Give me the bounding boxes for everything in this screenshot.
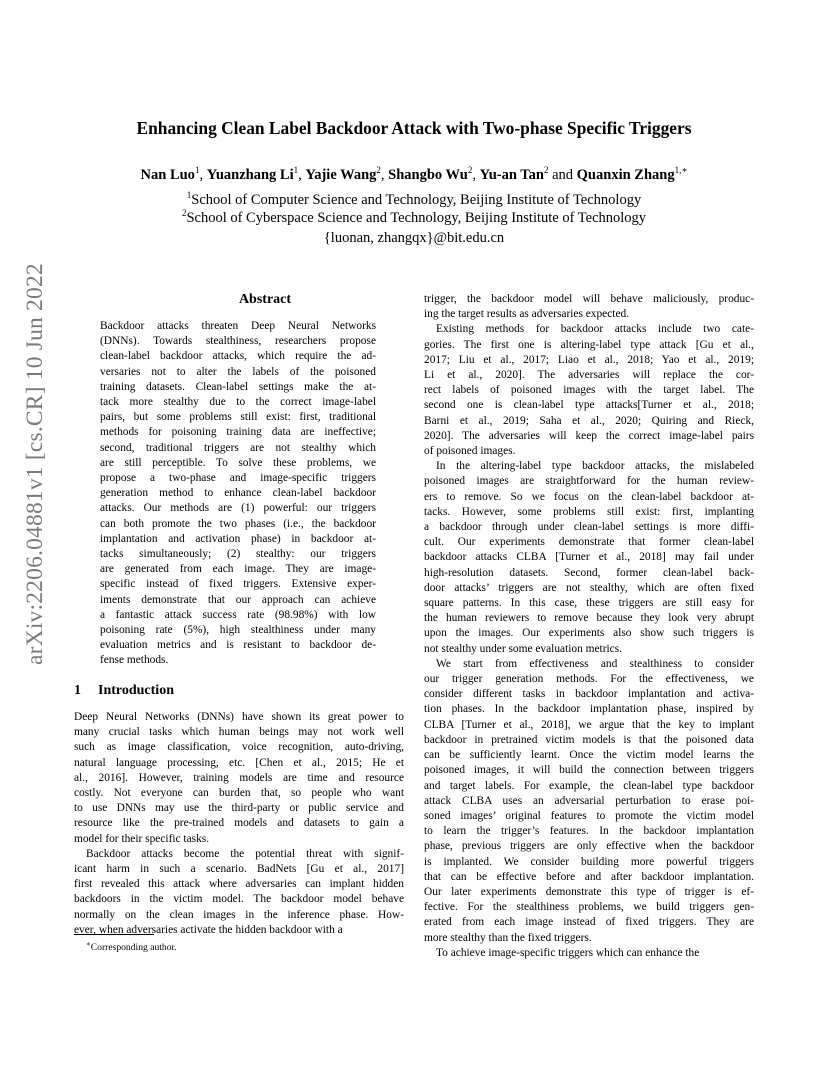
author-affiliation-mark: 1 xyxy=(293,165,299,175)
footnote-text: Corresponding author. xyxy=(90,942,177,954)
text-line: clean-label backdoor attacks, which require the ad- xyxy=(100,350,376,363)
text-line: our trigger generation methods. For the effectiveness, we xyxy=(424,673,754,686)
text-line: attacks. Our methods are (1) powerful: our triggers xyxy=(100,502,376,515)
text-line: the human reviewers to remove because they look very abrupt xyxy=(424,612,754,625)
text-line: tacks simultaneously; (2) stealthy: our triggers xyxy=(100,548,376,561)
text-line: ers to remove. So we focus on the clean-label backdoor at- xyxy=(424,490,754,503)
author-name: Yajie Wang xyxy=(305,166,377,183)
footnote xyxy=(86,940,177,953)
text-line: poisoning rate (5%), high stealthiness under many xyxy=(100,624,376,637)
text-line: fective. For the stealthiness problems, we build triggers gen- xyxy=(424,901,754,914)
text-line: cult. Our experiments demonstrate that former clean-label xyxy=(424,536,754,549)
author-affiliation-mark: 1,∗ xyxy=(674,165,688,175)
text-line: resource like the pre-trained models and datasets to gain a xyxy=(74,817,404,830)
text-line: 2020]. The adversaries will keep the correct image-label pairs xyxy=(424,429,754,442)
author-name: Yuanzhang Li xyxy=(206,166,294,183)
text-line: backdoor attacks CLBA [Turner et al., 2018] may fail under xyxy=(424,551,754,564)
text-line: gories. The first one is altering-label type attack [Gu et al., xyxy=(424,338,754,351)
text-line: We start from effectiveness and stealthiness to consider xyxy=(436,657,754,670)
text-line: (DNNs). Towards stealthiness, researchers propose xyxy=(100,335,376,348)
text-line: Deep Neural Networks (DNNs) have shown its great power to xyxy=(74,711,404,723)
intro-paragraph-2 xyxy=(74,847,404,938)
text-line: are still perceptible. To solve these problems, we xyxy=(100,456,376,469)
text-line: natural language processing, etc. [Chen et al., 2015; He et xyxy=(74,756,404,769)
text-line: high-resolution datasets. Second, former clean-label back- xyxy=(424,566,754,579)
text-line: and target labels. For example, the clean-label type backdoor xyxy=(424,779,754,792)
text-line: methods for poisoning training data are ineffective; xyxy=(100,426,376,439)
text-line: soned images’ original features to promote the victim model xyxy=(424,809,754,822)
text-line: implantation and activation phase) in backdoor at- xyxy=(100,532,376,545)
right-paragraph-3 xyxy=(424,657,754,946)
section-title: Introduction xyxy=(98,683,174,698)
text-line: second, traditional triggers are not stealthy which xyxy=(100,441,376,454)
author-affiliation-mark: 2 xyxy=(543,165,549,175)
text-line: many crucial tasks which human beings may not work well xyxy=(74,726,404,739)
right-paragraph-4 xyxy=(424,946,754,961)
text-line: iments demonstrate that our approach can achieve xyxy=(100,593,376,606)
section-number: 1 xyxy=(74,683,81,698)
text-line: ever, when adversaries activate the hidden backdoor with a xyxy=(74,923,343,936)
text-line: Our later experiments demonstrate this type of trigger is ef- xyxy=(424,885,754,898)
text-line: first revealed this attack where adversaries can implant hidden xyxy=(74,878,404,891)
affiliation-2 xyxy=(0,208,828,227)
section-heading-introduction xyxy=(74,683,174,699)
text-line: tack more stealthy due to the correct image-label xyxy=(100,396,376,409)
text-line: fense methods. xyxy=(100,654,169,667)
text-line: is implanted. We consider building more powerful triggers xyxy=(424,855,754,868)
affiliation-1-text: School of Computer Science and Technology, Beijing Institute of Technology xyxy=(191,191,642,208)
text-line: upon the images. Our experiments also show such triggers is xyxy=(424,627,754,640)
affiliation-2-text: School of Cyberspace Science and Technology, Beijing Institute of Technology xyxy=(186,209,647,226)
text-line: Existing methods for backdoor attacks include two cate- xyxy=(436,323,754,336)
right-paragraph-0 xyxy=(424,292,754,322)
affiliation-1-mark: 1 xyxy=(186,190,192,200)
text-line: more stealthy than the fixed triggers. xyxy=(424,931,592,944)
text-line: specific instead of fixed triggers. Extensive exper- xyxy=(100,578,376,591)
author-name: Nan Luo xyxy=(140,166,195,183)
text-line: such as image classification, voice recognition, auto-driving, xyxy=(74,741,404,754)
author-name: Yu-an Tan xyxy=(479,166,544,183)
text-line: versaries not to alter the labels of the poisoned xyxy=(100,365,376,378)
text-line: rect labels of poisoned images with the target label. The xyxy=(424,384,754,397)
text-line: To achieve image-specific triggers which can enhance the xyxy=(436,946,700,959)
text-line: icant harm in such a scenario. BadNets [Gu et al., 2017] xyxy=(74,863,404,876)
right-column-body xyxy=(424,292,754,961)
text-line: a backdoor through under clean-label settings is more diffi- xyxy=(424,521,754,534)
right-paragraph-1 xyxy=(424,322,754,459)
text-line: to use DNNs may use the third-party or public service and xyxy=(74,802,404,815)
text-line: model for their specific tasks. xyxy=(74,832,210,845)
text-line: tion phases. In the backdoor implantation phase, inspired by xyxy=(424,703,754,716)
author-separator: , xyxy=(380,166,385,183)
footnote-rule xyxy=(74,934,154,935)
author-separator: , xyxy=(472,166,476,183)
author-list xyxy=(0,165,828,184)
abstract-heading: Abstract xyxy=(238,292,292,307)
text-line: training datasets. Clean-label settings make the at- xyxy=(100,380,376,393)
intro-paragraph-1 xyxy=(74,710,404,847)
text-line: normally on the clean images in the inference phase. How- xyxy=(74,908,404,921)
text-line: that can be effective before and after backdoor implantation. xyxy=(424,870,754,883)
text-line: can be sufficiently learnt. Once the victim model learns the xyxy=(424,749,754,762)
text-line: second one is clean-label type attacks[Turner et al., 2018; xyxy=(424,399,754,412)
text-line: CLBA [Turner et al., 2018], we argue that the key to implant xyxy=(424,718,754,731)
text-line: poisoned images are straightforward for the human review- xyxy=(424,475,754,488)
text-line: door attacks’ triggers are not stealthy, which are often fixed xyxy=(424,581,754,594)
author-separator: , xyxy=(298,166,302,183)
text-line: erated from each image instead of fixed triggers. They are xyxy=(424,916,754,929)
text-line: backdoor in pretrained victim models is that the poisoned data xyxy=(424,733,754,746)
text-line: Li et al., 2020]. The adversaries will replace the cor- xyxy=(424,369,754,382)
abstract-body xyxy=(100,319,376,669)
text-line: evaluation metrics and is resistant to backdoor de- xyxy=(100,639,376,652)
text-line: not stealthy under some evaluation metrics. xyxy=(424,642,623,655)
affiliation-2-mark: 2 xyxy=(181,208,187,218)
text-line: of poisoned images. xyxy=(424,445,516,458)
author-affiliation-mark: 2 xyxy=(376,165,381,175)
text-line: ing the target results as adversaries expected. xyxy=(424,308,630,321)
text-line: Barni et al., 2019; Saha et al., 2020; Quiring and Rieck, xyxy=(424,414,754,427)
text-line: pairs, but some problems still exist: first, traditional xyxy=(100,411,376,424)
text-line: trigger, the backdoor model will behave maliciously, produc- xyxy=(424,293,754,305)
text-line: can both promote the two phases (i.e., the backdoor xyxy=(100,517,376,530)
text-line: phase, previous triggers are only effective when the backdoor xyxy=(424,840,754,853)
text-line: square patterns. In this case, these triggers are still easy for xyxy=(424,597,754,610)
text-line: are generated from each image. They are image- xyxy=(100,563,376,576)
author-connector: and xyxy=(552,166,574,183)
text-line: to learn the trigger’s features. In the backdoor implantation xyxy=(424,825,754,838)
text-line: al., 2016]. However, training models are time and resource xyxy=(74,771,404,784)
paper-title: Enhancing Clean Label Backdoor Attack with Two-phase Specific Triggers xyxy=(136,118,692,138)
text-line: consider different tasks in backdoor implantation and activa- xyxy=(424,688,754,701)
text-line: 2017; Liu et al., 2017; Liao et al., 2018; Yao et al., 2019; xyxy=(424,353,754,366)
text-line: Backdoor attacks become the potential threat with signif- xyxy=(86,847,404,860)
author-name: Shangbo Wu xyxy=(388,166,468,183)
text-line: tacks. However, some problems still exist: first, implanting xyxy=(424,505,754,518)
text-line: a fantastic attack success rate (98.98%) with low xyxy=(100,608,376,621)
author-affiliation-mark: 2 xyxy=(467,165,473,175)
text-line: attack CLBA uses an adversarial perturbation to erase poi- xyxy=(424,794,754,807)
text-line: Backdoor attacks threaten Deep Neural Networks xyxy=(100,320,376,332)
author-affiliation-mark: 1 xyxy=(194,165,200,175)
text-line: generation method to enhance clean-label backdoor xyxy=(100,487,376,500)
right-paragraph-2 xyxy=(424,459,754,657)
arxiv-identifier: arXiv:2206.04881v1 [cs.CR] 10 Jun 2022 xyxy=(22,263,48,665)
text-line: poisoned images, it will build the connection between triggers xyxy=(424,764,754,777)
text-line: propose a two-phase and image-specific triggers xyxy=(100,472,376,485)
left-column-body xyxy=(74,710,404,938)
footnote-mark: ∗ xyxy=(86,940,91,948)
author-separator: , xyxy=(199,166,204,183)
text-line: costly. Not everyone can burden that, so people who want xyxy=(74,787,404,800)
author-name: Quanxin Zhang xyxy=(576,166,675,183)
text-line: backdoors in the victim model. The backdoor model behave xyxy=(74,893,404,906)
contact-emails: {luonan, zhangqx}@bit.edu.cn xyxy=(323,230,505,246)
affiliation-1 xyxy=(0,190,828,209)
text-line: In the altering-label type backdoor attacks, the mislabeled xyxy=(436,460,754,473)
